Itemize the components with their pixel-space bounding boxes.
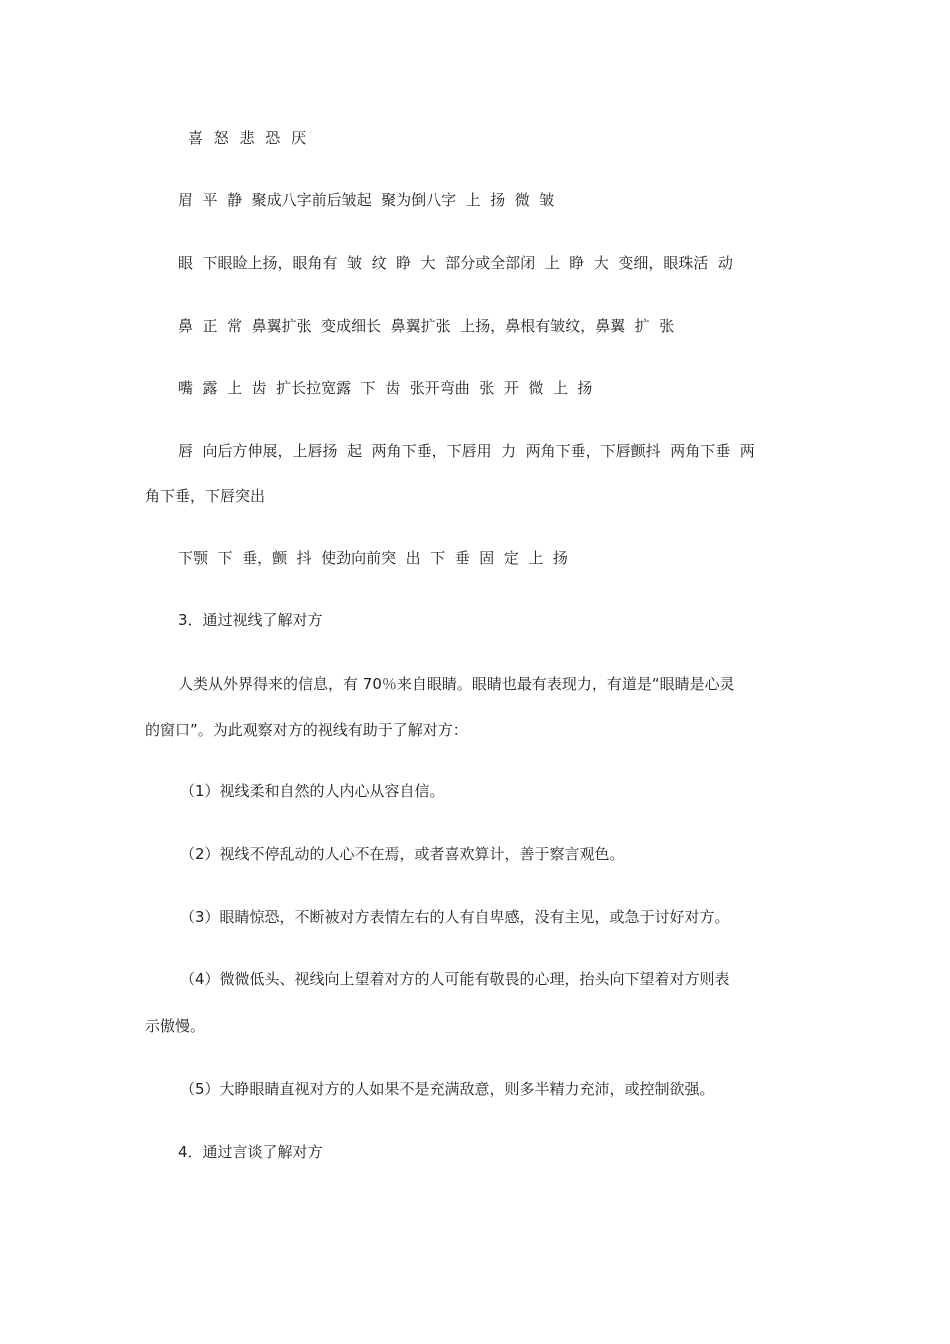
list-item-continuation: 示傲慢。 <box>145 1017 206 1035</box>
table-row-mouth: 嘴 露 上 齿 扩长拉宽露 下 齿 张开弯曲 张 开 微 上 扬 <box>178 379 593 397</box>
section-3-intro-line1: 人类从外界得来的信息，有 70％来自眼睛。眼睛也最有表现力，有道是“眼睛是心灵 <box>178 675 735 693</box>
table-row-lip-line2: 角下垂，下唇突出 <box>145 487 266 505</box>
section-3-heading: 3．通过视线了解对方 <box>178 611 323 629</box>
list-item: （2）视线不停乱动的人心不在焉，或者喜欢算计，善于察言观色。 <box>180 845 625 863</box>
emotion-table-header: 喜 怒 悲 恐 厌 <box>188 129 310 147</box>
section-4-heading: 4．通过言谈了解对方 <box>178 1143 323 1161</box>
section-3-intro-line2: 的窗口”。为此观察对方的视线有助于了解对方： <box>145 721 468 739</box>
list-item: （5）大睁眼睛直视对方的人如果不是充满敌意，则多半精力充沛，或控制欲强。 <box>180 1080 715 1098</box>
table-row-lip-line1: 唇 向后方伸展，上唇扬 起 两角下垂，下唇用 力 两角下垂，下唇颤抖 两角下垂 两 <box>178 442 755 460</box>
table-row-nose: 鼻 正 常 鼻翼扩张 变成细长 鼻翼扩张 上扬，鼻根有皱纹，鼻翼 扩 张 <box>178 317 675 335</box>
list-item: （1）视线柔和自然的人内心从容自信。 <box>180 782 445 800</box>
list-item: （3）眼睛惊恐，不断被对方表情左右的人有自卑感，没有主见，或急于讨好对方。 <box>180 908 730 926</box>
table-row-jaw: 下颚 下 垂，颤 抖 使劲向前突 出 下 垂 固 定 上 扬 <box>178 549 568 567</box>
table-row-eyebrow: 眉 平 静 聚成八字前后皱起 聚为倒八字 上 扬 微 皱 <box>178 191 555 209</box>
list-item: （4）微微低头、视线向上望着对方的人可能有敬畏的心理，抬头向下望着对方则表 <box>180 970 730 988</box>
table-row-eye: 眼 下眼睑上扬，眼角有 皱 纹 睁 大 部分或全部闭 上 睁 大 变细，眼珠活 动 <box>178 254 733 272</box>
